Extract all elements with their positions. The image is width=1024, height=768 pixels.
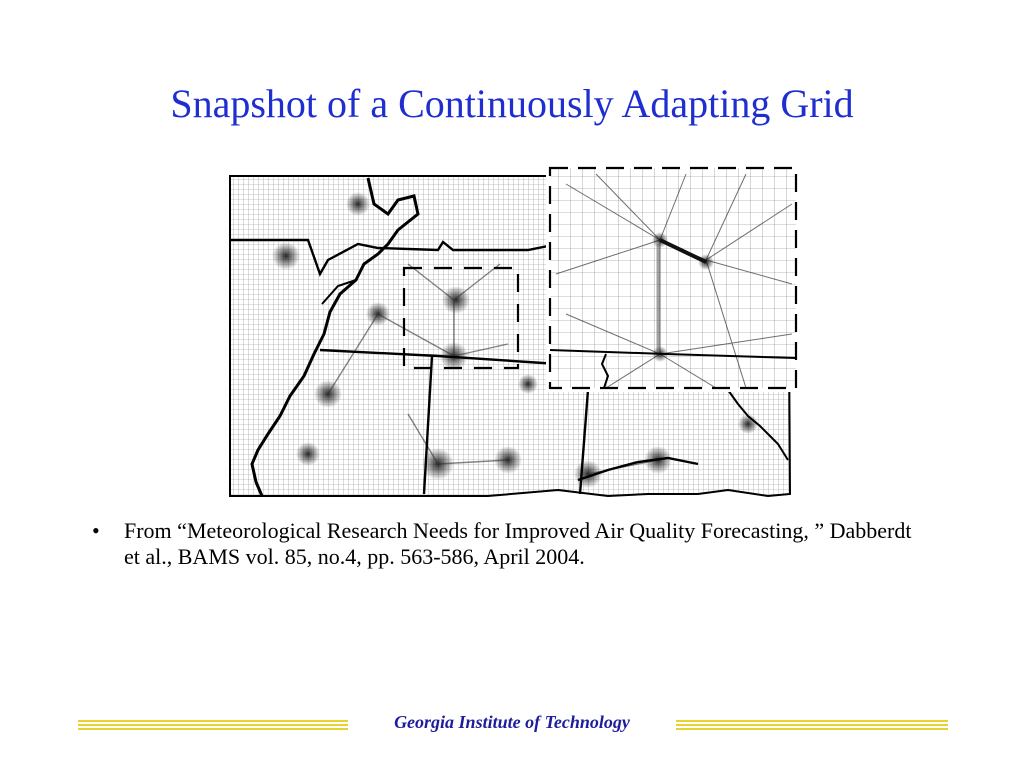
zoom-inset <box>546 164 800 392</box>
adaptive-grid-figure <box>228 164 800 502</box>
footer-bar-left <box>78 720 348 730</box>
bullet-list <box>92 518 932 570</box>
footer-institution: Georgia Institute of Technology <box>394 712 630 732</box>
citation-text: From “Meteorological Research Needs for Improved Air Quality Forecasting, ” Dabberdt et al., BAMS vol. 85, no.4, pp. 563-586, April 2004. <box>124 518 912 569</box>
footer-bar-right <box>676 720 948 730</box>
bullet-marker: • <box>92 518 100 543</box>
bullet-item <box>92 518 932 570</box>
slide-title: Snapshot of a Continuously Adapting Grid <box>170 81 854 126</box>
